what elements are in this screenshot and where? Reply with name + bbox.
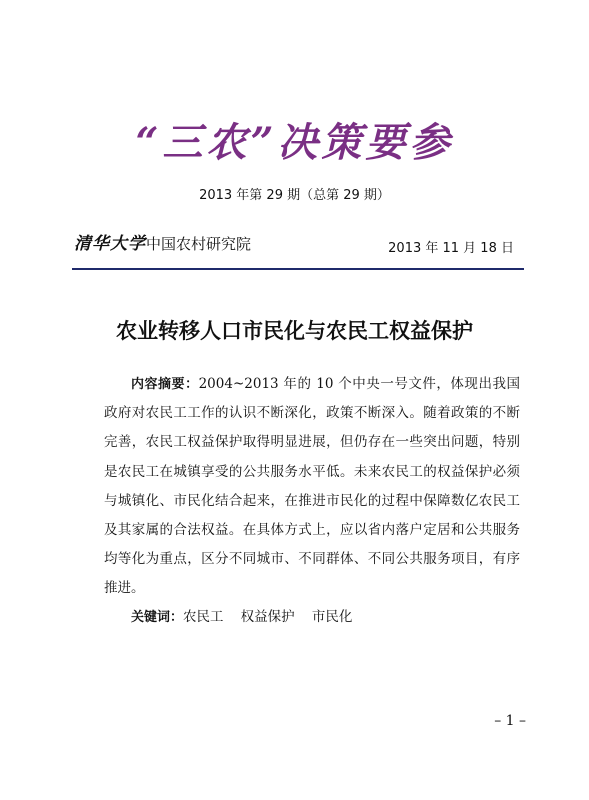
keywords-label: 关键词： [131,610,184,625]
masthead-title: “三农”决策要参 [135,119,454,166]
article-title: 农业转移人口市民化与农民工权益保护 [116,318,473,343]
publication-date: 2013 年 11 月 18 日 [388,241,514,256]
issue-line: 2013 年第 29 期（总第 29 期） [199,188,390,203]
keywords-text: 农民工 权益保护 市民化 [183,609,353,625]
header-divider [72,268,524,270]
abstract-label: 内容摘要： [131,377,199,392]
publisher-university-logotype: 清华大学 [74,234,146,254]
publisher [74,234,251,254]
keywords [131,607,352,628]
publisher-institute: 中国农村研究院 [146,235,252,253]
abstract-text: 2004~2013 年的 10 个中央一号文件，体现出我国政府对农民工工作的认识不断深化，政策不断深入。随着政策的不断完善，农民工权益保护取得明显进展，但仍存在一些突出问题，特别是农民工在城镇享受的公共服务水平低。未来农民工的权益保护必须与城镇化、市民化结合起来，在推进市民化的过程中保障数亿农民工及其家属的合法权益。在具体方式上，应以省内落户定居和公共服务均等化为重点，区分不同城市、不同群体、不同公共服务项目，有序推进。 [104,376,520,597]
page-number: – 1 – [494,713,526,729]
abstract [104,370,520,604]
